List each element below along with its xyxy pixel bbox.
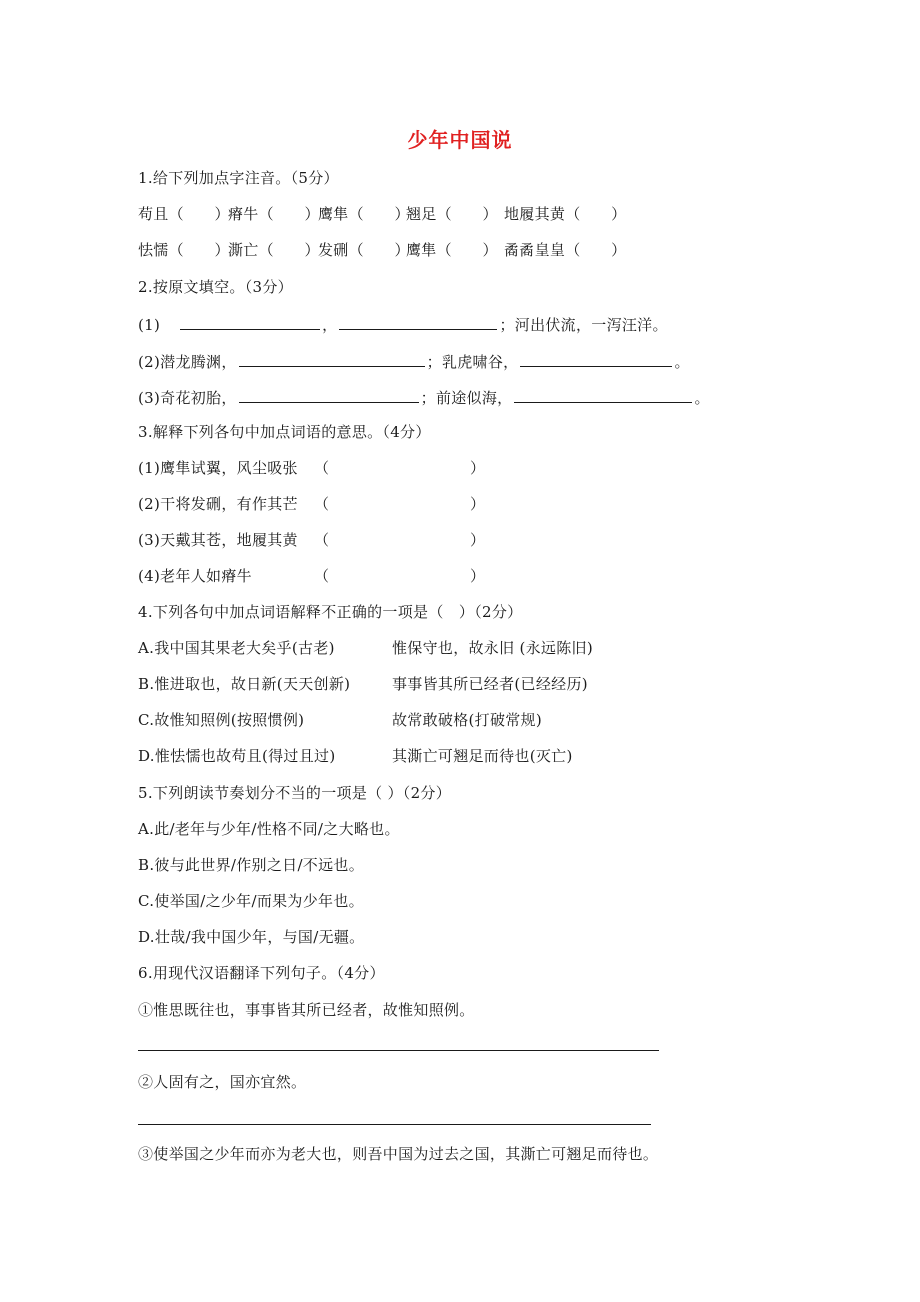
q2-text: ；乳虎啸谷， <box>426 353 519 371</box>
q2-line-1 <box>138 313 668 335</box>
q1-word: 苟且（ ） <box>138 205 230 223</box>
q5-option-c[interactable]: C.使举国/之少年/而果为少年也。 <box>138 892 364 910</box>
answer-paren-open[interactable]: （ <box>314 531 330 549</box>
q2-text: ， <box>322 316 338 334</box>
answer-paren-open[interactable]: （ <box>314 567 330 585</box>
fill-blank[interactable] <box>520 350 672 367</box>
q1-word: 澌亡（ ） <box>228 241 320 259</box>
option-left: B.惟进取也，故日新(天天创新) <box>138 675 351 693</box>
q2-text: ；河出伏流，一泻汪洋。 <box>499 316 668 334</box>
q2-text: (3)奇花初胎， <box>138 389 237 407</box>
q3-item-text: (3)天戴其苍，地履其黄 <box>138 531 298 549</box>
q1-word: 瘠牛（ ） <box>228 205 320 223</box>
q6-stem: 6.用现代汉语翻译下列句子。（4分） <box>138 964 385 982</box>
q4-stem: 4.下列各句中加点词语解释不正确的一项是（ ）（2分） <box>138 603 523 621</box>
q3-item-text: (1)鹰隼试翼，风尘吸张 <box>138 459 298 477</box>
q5-option-d[interactable]: D.壮哉/我中国少年，与国/无疆。 <box>138 928 365 946</box>
q2-text: 。 <box>674 353 690 371</box>
q6-item-2: ②人固有之，国亦宜然。 <box>138 1073 307 1091</box>
answer-paren-close: ） <box>470 495 486 513</box>
q1-word: 翘足（ ） <box>406 205 498 223</box>
option-right: 其澌亡可翘足而待也(灭亡) <box>392 747 573 765</box>
option-right: 事事皆其所已经者(已经经历) <box>392 675 588 693</box>
page-title: 少年中国说 <box>407 128 513 152</box>
q2-stem: 2.按原文填空。（3分） <box>138 278 293 296</box>
q2-line-label: (1) <box>138 316 161 334</box>
option-left: D.惟怯懦也故苟且(得过且过) <box>138 747 336 765</box>
fill-blank[interactable] <box>180 313 320 330</box>
q3-item-text: (4)老年人如瘠牛 <box>138 567 252 585</box>
q1-word: 矞矞皇皇（ ） <box>504 241 627 259</box>
q3-stem: 3.解释下列各句中加点词语的意思。（4分） <box>138 423 431 441</box>
q2-line-3 <box>138 386 710 408</box>
q1-word: 鹰隼（ ） <box>318 205 410 223</box>
fill-blank[interactable] <box>514 386 692 403</box>
q5-option-a[interactable]: A.此/老年与少年/性格不同/之大略也。 <box>138 820 400 838</box>
q1-word: 发硎（ ） <box>318 241 410 259</box>
q2-text: 。 <box>694 389 710 407</box>
option-right: 故常敢破格(打破常规) <box>392 711 543 729</box>
q1-word: 怯懦（ ） <box>138 241 230 259</box>
q1-stem: 1.给下列加点字注音。（5分） <box>138 169 339 187</box>
q5-stem: 5.下列朗读节奏划分不当的一项是（ ）（2分） <box>138 784 452 802</box>
answer-paren-close: ） <box>470 567 486 585</box>
fill-blank[interactable] <box>239 386 419 403</box>
answer-paren-open[interactable]: （ <box>314 459 330 477</box>
q1-word: 地履其黄（ ） <box>504 205 627 223</box>
answer-line[interactable] <box>138 1050 659 1051</box>
fill-blank[interactable] <box>239 350 425 367</box>
option-left: C.故惟知照例(按照惯例) <box>138 711 305 729</box>
answer-paren-open[interactable]: （ <box>314 495 330 513</box>
q3-item-text: (2)干将发硎，有作其芒 <box>138 495 298 513</box>
fill-blank[interactable] <box>339 313 497 330</box>
answer-paren-close: ） <box>470 531 486 549</box>
q6-item-3: ③使举国之少年而亦为老大也，则吾中国为过去之国，其澌亡可翘足而待也。 <box>138 1145 659 1163</box>
answer-paren-close: ） <box>470 459 486 477</box>
option-left: A.我中国其果老大矣乎(古老) <box>138 639 335 657</box>
q2-text: ；前途似海， <box>420 389 513 407</box>
q2-line-2 <box>138 350 690 372</box>
q6-item-1: ①惟思既往也，事事皆其所已经者，故惟知照例。 <box>138 1001 475 1019</box>
q5-option-b[interactable]: B.彼与此世界/作别之日/不远也。 <box>138 856 364 874</box>
q2-text: (2)潜龙腾渊， <box>138 353 237 371</box>
option-right: 惟保守也，故永旧 (永远陈旧) <box>392 639 593 657</box>
answer-line[interactable] <box>138 1124 651 1125</box>
q1-word: 鹰隼（ ） <box>406 241 498 259</box>
